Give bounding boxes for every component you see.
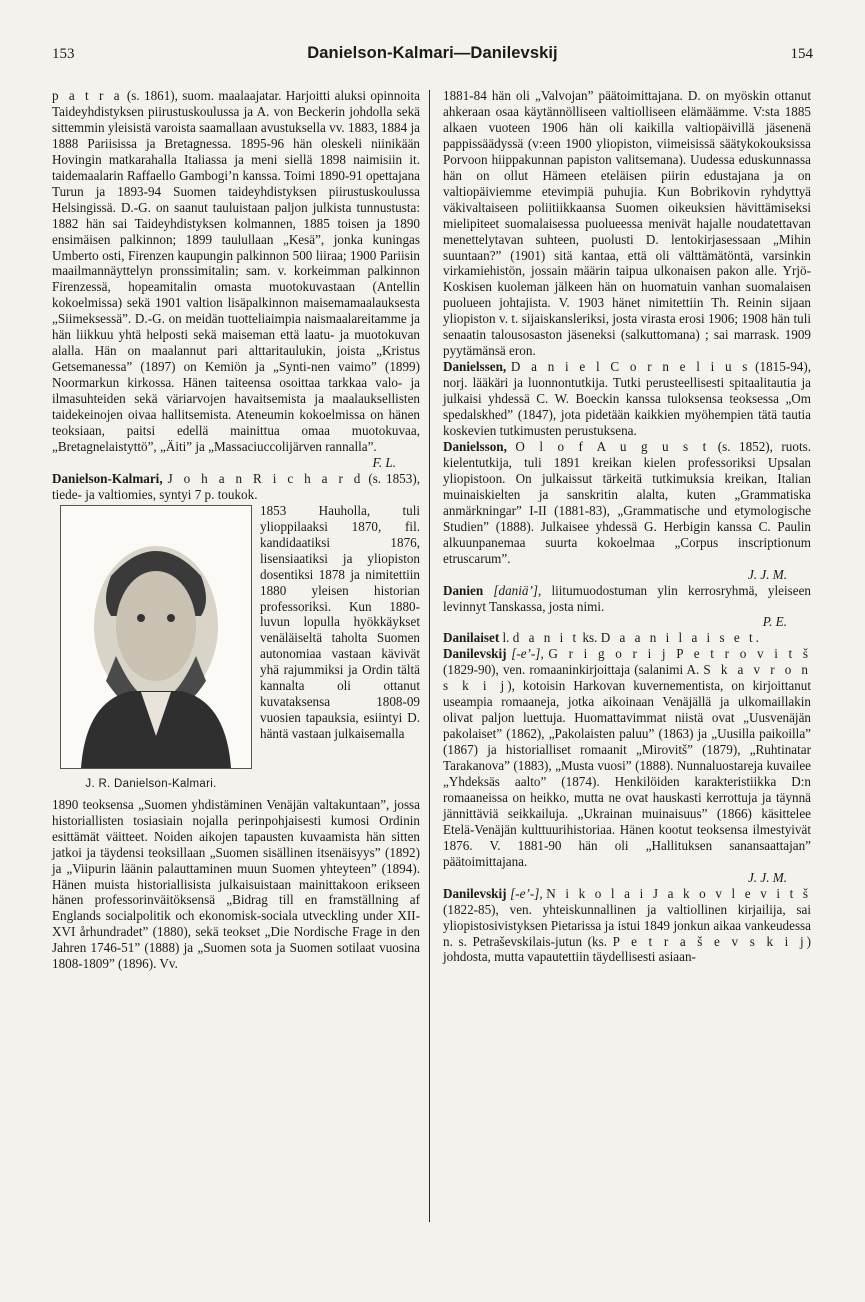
entry-danielson-kalmari-intro <box>52 471 420 503</box>
pseudonym: S k a v r o n s k i j <box>443 662 811 694</box>
author-signature: P. E. <box>762 614 787 630</box>
entry-text: ), kotoisin Harkovan kuvernementista, on kirjoittanut useampia romaaneja, jotka aikoinaan Venäjällä ja ulkomaillakin olivat paljon luettuja. Huomattavimmat niistä ovat „Uusvenäjän pakolaiset” (1862), „Pakolaisten paluu” (1863) ja „Uusilla paikoilla” (1867) ja historialliset romaanit „Mirovitš” (1879), „Ruhtinatar Tarakanova” (1883), „Musta vuosi” (1888). Nunnaluostareja kuvailee „Yhdeksäs aalto” (1874). Henkilöiden karakteristiikka D:n romaaneissa on heikko, mutta ne ovat hauskasti kerrottuja ja täynnä jännittäviä seikkailuja. „Ukrainan muinaisuus” (1866) käsittelee Etelä-Venäjän kulttuurihistoriaa. Hänen kootut teoksensa ilmestyivät 1876. V. 1881-90 hän oli „Hallituksen sanansaattajan” päätoimittajana. <box>443 678 811 869</box>
portrait-caption: J. R. Danielson-Kalmari. <box>85 777 217 790</box>
author-signature: J. J. M. <box>747 869 787 885</box>
entry-text-beside-portrait: 1853 Hauholla, tuli ylioppilaaksi 1870, fil. kandidaatiksi 1876, lisensiaatiksi ja yliopiston dosentiksi 1878 ja nimitettiin 1880 yleisen historian professoriksi. Kun 1880-luvun lopulla hyökkäykset venäläiseltä taholta Suomen autonomiaa vastaan kävivät yhä rajummiksi ja Ordin tältä kannalta oli ottanut kuvataksensa 1808-09 vuosien tapauksia, esiintyi D. häntä vastaan julkaisemalla <box>260 502 420 742</box>
page-header <box>52 44 813 72</box>
entry-text: (s. 1853), tiede- ja valtiomies, syntyi 7 p. toukok. <box>52 470 420 502</box>
portrait-figure <box>52 505 250 793</box>
entry-headword: Danien <box>443 582 484 598</box>
entry-headword: Danielssen, <box>443 359 507 375</box>
entry-headword: Danielson-Kalmari, <box>52 470 163 486</box>
entry-given-names: N i k o l a i J a k o v l e v i t š <box>546 885 811 901</box>
entry-text: ) johdosta, mutta vapautettiin täydellisesti asiaan- <box>443 933 811 965</box>
column-divider <box>429 90 430 1222</box>
entry-text: l. <box>499 630 513 646</box>
entry-given-names: O l o f A u g u s t <box>515 438 710 454</box>
author-signature: J. J. M. <box>747 566 787 582</box>
pronunciation: [-e’-] <box>510 885 540 901</box>
portrait-image <box>60 505 252 769</box>
pronunciation: [-e’-] <box>511 646 541 662</box>
page-number-right: 154 <box>790 46 813 62</box>
pronunciation: [daniä’] <box>493 582 538 598</box>
entry-text: (s. 1852), ruots. kielentutkija, tuli 1891 kreikan kielen professoriksi Upsalan yliopistoon. On julkaissut tärkeitä tutkimuksia kreikan, Italian muinaiskielten ja sanskritin alalta, kuten „Grammatiska anmärkningar” I-II (1881-83), „Grammatische und etymologische Studien” (1888). Julkaisee yhdessä G. Herbigin kanssa C. Paulin alkuunpanemaa suurta kokoelmaa „Corpus inscriptionum etruscarum”. <box>443 438 811 566</box>
entry-continued-name: p a t r a <box>52 88 123 103</box>
cross-reference: P e t r a š e v s k i j <box>612 933 807 949</box>
page-number-left: 153 <box>52 46 75 62</box>
entry-headword: Danilevskij <box>443 885 507 901</box>
entry-headword: Danielsson, <box>443 438 507 454</box>
entry-danielson-kalmari-continued: 1881-84 hän oli „Valvojan” päätoimittajana. D. on myöskin ottanut ahkeraan osaa käytännölliseen valtiolliseen elämäämme. V:sta 1885 alkaen vuoteen 1906 hän oli kaikilla valtiopäivillä jäsenenä pappissäädyssä (v:een 1900 yliopiston, viimeisissä säätykokouksissa Porvoon hiippakunnan papiston valitsemana). Uudessa eduskunnassa hän on ollut Hämeen eteläisen piirin edustajana ja on valtiopäiviemme etevimpiä puhujia. Kun Bobrikovin ryhdyttyä väkivaltaiseen poliitiikkaansa Suomen oikeuksien hävittämiseksi mielipiteet suomalaisessa puolueessa menivät hajalle noudatettavan menettelytavan suhteen, puolusti D. lentokirjasessaan „Mihin suuntaan?” (1901) sitä kantaa, että oli välttämätöntä, varsinkin virkamiehistön, jossain määrin taipua ulkonaisen pakon alle. Yrjö-Koskisen kuoleman jälkeen hän on huomatuin vanhan suomalaisen puolueen johtajista. V. 1903 hänet nimitettiin Th. Reinin sijaan yliopiston v. t. sijaiskansleriksi, josta virasta erosi 1906; 1908 hän tuli senaatin talousosaston jäseneksi (salkuttomana) ; sai marrask. 1909 pyytämänsä eron. <box>443 88 811 359</box>
entry-danilevskij-nikolai: Danilevskij [-e’-], N i k o l a i J a k o v l e v i t š (1822-85), ven. yhteiskunnallinen ja valtiollinen kirjailija, sai yliopistosivistyksen Pietarissa ja istui 1849 jonkun aikaa vankeudessa n. s. Petraševskilais-jutun (ks. P e t r a š e v s k i j) johdosta, mutta vapautettiin täydellisesti asiaan- <box>443 885 811 965</box>
entry-danien <box>443 583 811 615</box>
entry-given-names: J o h a n R i c h a r d <box>167 470 364 486</box>
entry-text: (1829-90), ven. romaaninkirjoittaja (salanimi A. <box>443 662 704 678</box>
entry-danielssen <box>443 359 811 439</box>
entry-text: (1815-94), norj. lääkäri ja luonnontutkija. Tutki perusteellisesti spitaalitautia ja julkaisi yhdessä C. W. Boeckin kanssa tuloksensa teoksessa „Om spedalskhed” (1847), jota pidetään kaikkien myöhempien tätä tautia koskevien tutkimusten perustuksena. <box>443 359 811 439</box>
cross-reference: D a a n i l a i s e t. <box>600 630 762 646</box>
entry-text: (1822-85), ven. yhteiskunnallinen ja valtiollinen kirjailija, sai yliopistosivistyksen Pietarissa ja istui 1849 jonkun aikaa vankeudessa n. s. Petraševskilais-jutun (ks. <box>443 901 811 949</box>
entry-danielsson <box>443 439 811 567</box>
entry-danilaiset <box>443 630 811 646</box>
left-column <box>52 88 420 972</box>
running-title: Danielson-Kalmari—Danilevskij <box>307 44 558 62</box>
entry-headword: Danilaiset <box>443 630 500 646</box>
right-column <box>443 88 811 965</box>
entry-text-continued: 1890 teoksensa „Suomen yhdistäminen Venäjän valtakuntaan”, jossa historiallisten tosiasiain nojalla perinpohjaisesti kumosi Ordinin esittämät väitteet. Noiden aikojen tapausten kuvaamista hän sitten jatkoi ja täydensi teoksillaan „Suomen sisällinen itsenäisyys” (1892) ja „Viipurin läänin palauttaminen muun Suomen yhteyteen” (1894). Hänen muista historiallisista julkaisuistaan mainittakoon erikseen hänen professorinväitöksensä „Bidrag till en framställning af Englands socialpolitik och ekonomisk-sociala utveckling under XII-XVI århundradet” (1880), sekä teokset „Die Nordische Frage in den Jahren 1746-51” (1888) ja „Suomen sota ja Suomen sotilaat vuosina 1808-1809” (1896). Vv. <box>52 796 420 972</box>
entry-text: (s. 1861), suom. maalaajatar. Harjoitti aluksi opinnoita Taideyhdistyksen piirustuskoulussa ja A. von Beckerin johdolla sekä sittemmin yleisistä varoista saamallaan avustuksella vv. 1883, 1884 ja 1888 Pariisissa ja Bretagnessa. 1895-96 hän oleskeli niinikään Hovingin matkarahalla Italiassa ja meni siellä 1898 naimisiin it. taidemaalarin Raffaello Gambogi’n kanssa. Toimi 1890-91 opettajana Turun ja 1893-94 Suomen taideyhdistyksen piirustuskoulussa Helsingissä. D.-G. on saanut tauluistaan paljon julkista tunnustusta: 1882 hän sai Taideyhdistyksen kolmannen, 1885 toisen ja 1890 ensimäisen palkinnon; 1899 taulullaan „Kesä”, jonka kuningas Umberto osti, Firenzen kaupungin palkinnon 500 liiraa; 1900 Pariisin maailmannäyttelyn pronssimitalin; sam. v. korkeimman palkinnon Firenzessä, hopeamitalin omasta muotokuvastaan (Antellin kokoelmissa) sekä 1901 valtion lisäpalkinnon maisemamaalauksesta „Siimeksessä”. D.-G. on meidän tuotteliaimpia naismaalareitamme ja hän liikkuu yhtä helposti sekä maiseman että laatu- ja muotokuvan alalla. Hän on maalannut pari alttaritaulukin, joista „Kristus Getsemanessa” (1897) on Kemiön ja „Synti-nen vaimo” (1899) Noormarkun kirkossa. Hänen taiteensa osoittaa tarkkaa valo- ja ilmasuhteiden sekä väriarvojen havaitsemista ja maalauksellisten taidekeinojen oivaa hallitsemista. Ateneumin kokoelmissa on hänen teoksiaan, paitsi edellä mainittua omaa muotokuvaa, „Bretagnelaistyttö”, „Äiti” ja „Massaciuccolijärven rannalla”. <box>52 88 420 454</box>
entry-text: , liitumuodostuman ylin kerrosryhmä, yleiseen levinnyt Tanskassa, josta nimi. <box>443 582 811 614</box>
entry-text: ks. <box>579 630 601 646</box>
entry-danilevskij-grigorij: Danilevskij [-e’-], G r i g o r i j P e t r o v i t š (1829-90), ven. romaaninkirjoittaja (salanimi A. S k a v r o n s k i j), kotoisin Harkovan kuvernementista, on kirjoittanut useampia romaaneja, jotka aikoinaan Venäjällä ja ulkomaillakin olivat paljon luettuja. Huomattavimmat niistä ovat „Uusvenäjän pakolaiset” (1862), „Pakolaisten paluu” (1863) ja „Uusilla paikoilla” (1867) ja historialliset romaanit „Mirovitš” (1879), „Ruhtinatar Tarakanova” (1883), „Musta vuosi” (1888). Nunnaluostareja kuvailee „Yhdeksäs aalto” (1874). Henkilöiden karakteristiikka D:n romaaneissa on heikko, mutta ne ovat hauskasti kerrottuja ja täynnä jännittäviä seikkailuja. „Ukrainan muinaisuus” (1866) käsittelee Etelä-Venäjän kulttuurihistoriaa. Hänen kootut teoksensa ilmestyivät 1876. V. 1881-90 hän oli „Hallituksen sanansaattajan” päätoimittajana. <box>443 646 811 869</box>
entry-given-names: D a n i e l C o r n e l i u s <box>510 359 751 375</box>
entry-headword: Danilevskij <box>443 646 507 662</box>
spaced-term: d a n i t <box>512 630 580 646</box>
author-signature: F. L. <box>372 454 396 470</box>
entry-continuation <box>52 88 420 455</box>
entry-given-names: G r i g o r i j P e t r o v i t š <box>548 646 811 662</box>
